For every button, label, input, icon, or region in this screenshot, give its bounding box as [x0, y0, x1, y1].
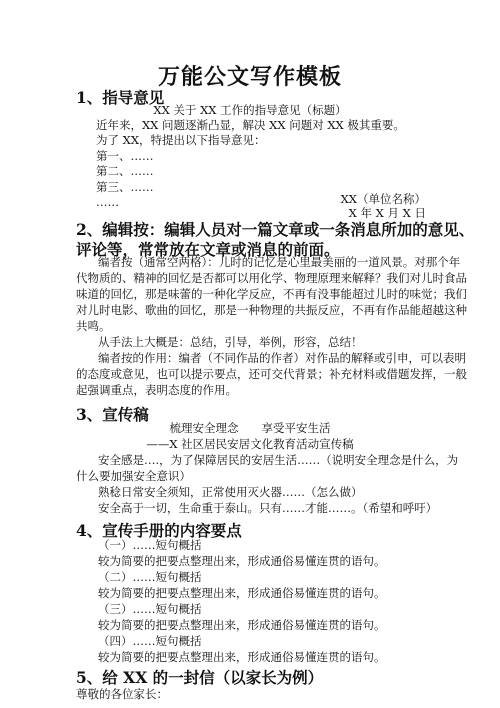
publicity-line: 安全高于一切，生命重于泰山。只有……才能……。（希望和呼吁）: [98, 501, 438, 515]
guidance-line: 为了 XX，特提出以下指导意见：: [96, 133, 266, 147]
guidance-line: 第二、……: [96, 164, 154, 178]
editor-note-line: 对儿时电影、歌曲的回忆，那是一种物理的共振反应，不再有作品能超越这种: [76, 303, 467, 317]
editor-note-line: 味道的回忆，那是味蕾的一种化学反应，不再有没事能超过儿时的味觉；我们: [76, 287, 467, 301]
editor-note-line: 从手法上大概是：总结，引导，举例，形容，总结！: [98, 335, 363, 349]
publicity-line: 熟稔日常安全须知，正常使用灭火器……（怎么做）: [98, 485, 363, 499]
guidance-line: 近年来，XX 问题逐渐凸显，解决 XX 问题对 XX 极其重要。: [96, 118, 405, 132]
editor-note-line: 代物质的、精神的回忆是否都可以用化学、物理原理来解释？我们对儿时食品: [76, 271, 467, 285]
brochure-item-desc: 较为简要的把要点整理出来，形成通俗易懂连贯的语句。: [98, 586, 386, 600]
editor-note-line: 起强调重点，表明态度的作用。: [76, 383, 237, 397]
section-heading-guidance: 1、指导意见: [76, 88, 165, 107]
publicity-slogan: 梳理安全理念 享受平安生活: [169, 421, 331, 435]
brochure-item-desc: 较为简要的把要点整理出来，形成通俗易懂连贯的语句。: [98, 554, 386, 568]
guidance-subtitle: XX 关于 XX 工作的指导意见（标题）: [153, 103, 347, 117]
guidance-line: 第一、……: [96, 149, 154, 163]
publicity-line: 什么要加强安全意识）: [76, 469, 191, 483]
brochure-item-desc: 较为简要的把要点整理出来，形成通俗易懂连贯的语句。: [98, 650, 386, 664]
brochure-item-label: （二）……短句概括: [98, 570, 202, 584]
editor-note-line: 编者按的作用：编者（不同作品的作者）对作品的解释或引申，可以表明: [98, 351, 466, 365]
brochure-item-label: （一）……短句概括: [98, 538, 202, 552]
brochure-item-desc: 较为简要的把要点整理出来，形成通俗易懂连贯的语句。: [98, 618, 386, 632]
brochure-item-label: （四）……短句概括: [98, 634, 202, 648]
guidance-line: 第三、……: [96, 180, 154, 194]
editor-note-line: 共鸣。: [76, 319, 111, 333]
publicity-subtitle: ——X 社区居民安居文化教育活动宣传稿: [146, 437, 354, 451]
section-heading-editor-note-cont: 评论等，常常放在文章或消息的前面。: [76, 240, 340, 259]
editor-note-line: 的态度或意见，也可以提示要点，还可交代背景；补充材料或借题发挥，一般: [76, 367, 467, 381]
signature-unit: XX（单位名称）: [340, 192, 426, 206]
signature-date: X 年 X 月 X 日: [348, 206, 426, 220]
editor-note-line: 编者按（通常空两格）：儿时的记忆是心里最美丽的一道风景。对那个年: [98, 255, 461, 269]
section-heading-letter: 5、给 XX 的一封信（以家长为例）: [76, 668, 324, 687]
section-heading-brochure: 4、宣传手册的内容要点: [76, 521, 242, 540]
publicity-line: 安全感是….，为了保障居民的安居生活……（说明安全理念是什么，为: [98, 453, 459, 467]
section-heading-publicity: 3、宣传稿: [76, 405, 149, 424]
document-title: 万能公文写作模板: [157, 64, 342, 90]
brochure-item-label: （三）……短句概括: [98, 602, 202, 616]
guidance-line: ……: [96, 195, 119, 209]
section-heading-editor-note: 2、编辑按：编辑人员对一篇文章或一条消息所加的意见、: [76, 220, 475, 239]
letter-greeting: 尊敬的各位家长：: [76, 687, 168, 701]
